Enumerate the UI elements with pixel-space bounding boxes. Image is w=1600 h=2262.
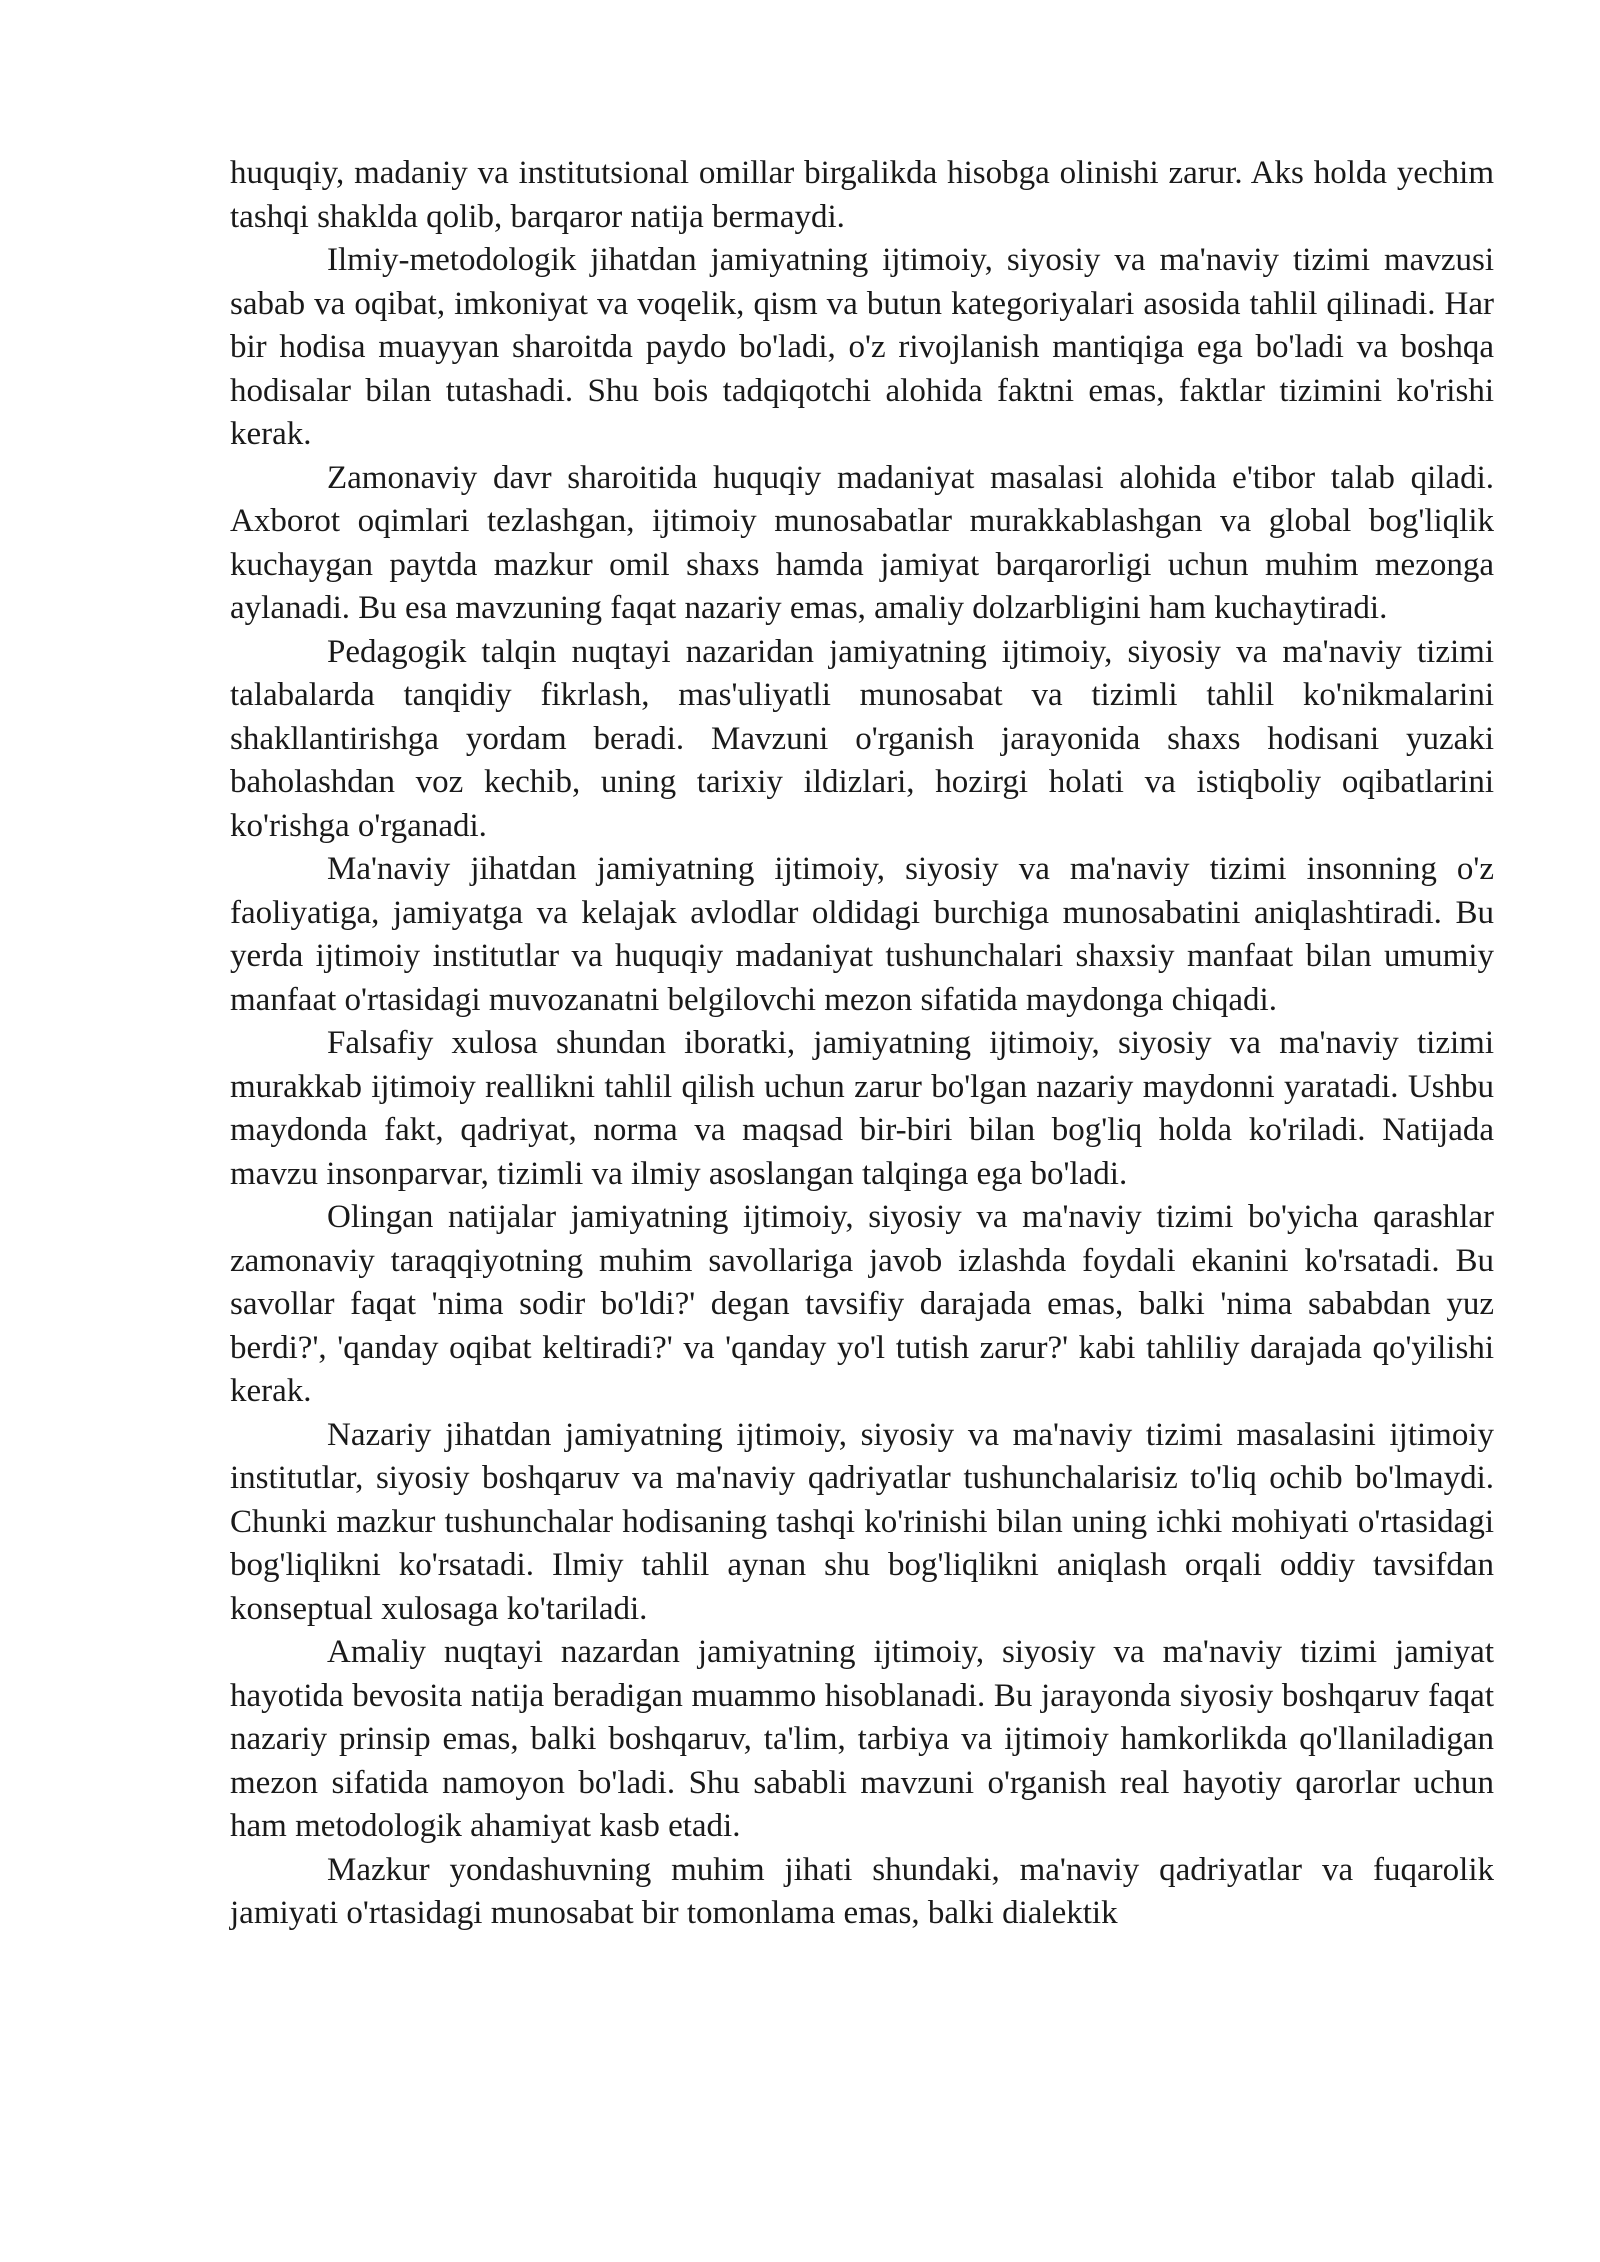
paragraph: Falsafiy xulosa shundan iboratki, jamiyatning ijtimoiy, siyosiy va ma'naviy tizimi murakkab ijtimoiy reallikni tahlil qilish uchun zarur bo'lgan nazariy maydonni yaratadi. Ushbu maydonda fakt, qadriyat, norma va maqsad bir-biri bilan bog'liq holda ko'riladi. Natijada mavzu insonparvar, tizimli va ilmiy asoslangan talqinga ega bo'ladi. bbox=[230, 1025, 1494, 1192]
paragraph: Nazariy jihatdan jamiyatning ijtimoiy, siyosiy va ma'naviy tizimi masalasini ijtimoiy institutlar, siyosiy boshqaruv va ma'naviy qadriyatlar tushunchalarisiz to'liq ochib bo'lmaydi. Chunki mazkur tushunchalar hodisaning tashqi ko'rinishi bilan uning ichki mohiyati o'rtasidagi bog'liqlikni ko'rsatadi. Ilmiy tahlil aynan shu bog'liqlikni aniqlash orqali oddiy tavsifdan konseptual xulosaga ko'tariladi. bbox=[230, 1416, 1494, 1627]
paragraph: Olingan natijalar jamiyatning ijtimoiy, siyosiy va ma'naviy tizimi bo'yicha qarashlar zamonaviy taraqqiyotning muhim savollariga javob izlashda foydali ekanini ko'rsatadi. Bu savollar faqat 'nima sodir bo'ldi?' degan tavsifiy darajada emas, balki 'nima sababdan yuz berdi?', 'qanday oqibat keltiradi?' va 'qanday yo'l tutish zarur?' kabi tahliliy darajada qo'yilishi kerak. bbox=[230, 1199, 1494, 1409]
paragraph: Ilmiy-metodologik jihatdan jamiyatning ijtimoiy, siyosiy va ma'naviy tizimi mavzusi sabab va oqibat, imkoniyat va voqelik, qism va butun kategoriyalari asosida tahlil qilinadi. Har bir hodisa muayyan sharoitda paydo bo'ladi, o'z rivojlanish mantiqiga ega bo'ladi va boshqa hodisalar bilan tutashadi. Shu bois tadqiqotchi alohida faktni emas, faktlar tizimini ko'rishi kerak. bbox=[230, 242, 1494, 452]
paragraph: Amaliy nuqtayi nazardan jamiyatning ijtimoiy, siyosiy va ma'naviy tizimi jamiyat hayotida bevosita natija beradigan muammo hisoblanadi. Bu jarayonda siyosiy boshqaruv faqat nazariy prinsip emas, balki boshqaruv, ta'lim, tarbiya va ijtimoiy hamkorlikda qo'llaniladigan mezon sifatida namoyon bo'ladi. Shu sababli mavzuni o'rganish real hayotiy qarorlar uchun ham metodologik ahamiyat kasb etadi. bbox=[230, 1634, 1494, 1844]
paragraph: Pedagogik talqin nuqtayi nazaridan jamiyatning ijtimoiy, siyosiy va ma'naviy tizimi talabalarda tanqidiy fikrlash, mas'uliyatli munosabat va tizimli tahlil ko'nikmalarini shakllantirishga yordam beradi. Mavzuni o'rganish jarayonida shaxs hodisani yuzaki baholashdan voz kechib, uning tarixiy ildizlari, hozirgi holati va istiqboliy oqibatlarini ko'rishga o'rganadi. bbox=[230, 633, 1494, 844]
paragraph: Ma'naviy jihatdan jamiyatning ijtimoiy, siyosiy va ma'naviy tizimi insonning o'z faoliyatiga, jamiyatga va kelajak avlodlar oldidagi burchiga munosabatini aniqlashtiradi. Bu yerda ijtimoiy institutlar va huquqiy madaniyat tushunchalari shaxsiy manfaat bilan umumiy manfaat o'rtasidagi muvozanatni belgilovchi mezon sifatida maydonga chiqadi. bbox=[230, 851, 1494, 1018]
paragraph-truncated: Mazkur yondashuvning muhim jihati shundaki, ma'naviy qadriyatlar va fuqarolik jamiyati o'rtasidagi munosabat bir tomonlama emas, balki dialektik bbox=[230, 1851, 1494, 1931]
paragraph: Zamonaviy davr sharoitida huquqiy madaniyat masalasi alohida e'tibor talab qiladi. Axborot oqimlari tezlashgan, ijtimoiy munosabatlar murakkablashgan va global bog'liqlik kuchaygan paytda mazkur omil shaxs hamda jamiyat barqarorligi uchun muhim mezonga aylanadi. Bu esa mavzuning faqat nazariy emas, amaliy dolzarbligini ham kuchaytiradi. bbox=[230, 459, 1494, 626]
document-page bbox=[230, 152, 1494, 1936]
paragraph-continued: huquqiy, madaniy va institutsional omillar birgalikda hisobga olinishi zarur. Aks holda yechim tashqi shaklda qolib, barqaror natija bermaydi. bbox=[230, 155, 1494, 235]
